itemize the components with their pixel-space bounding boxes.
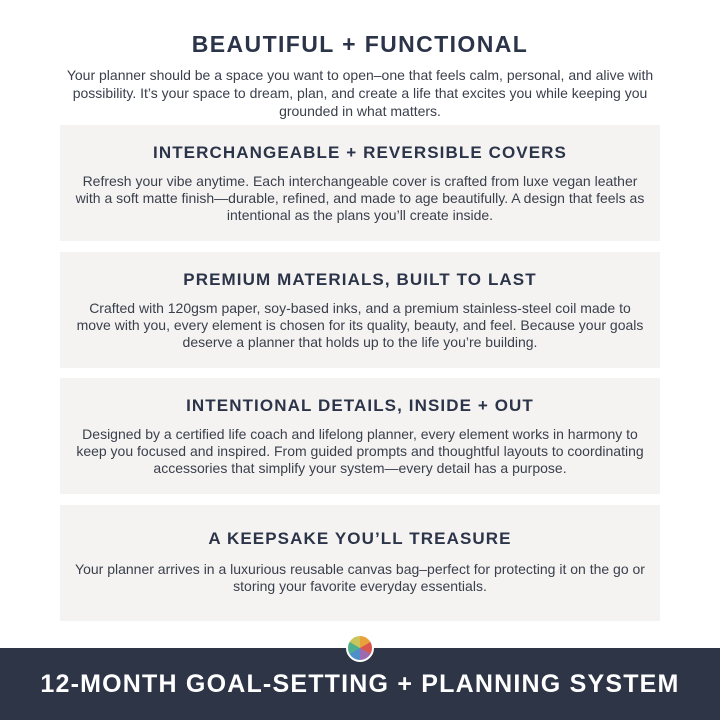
feature-title: A KEEPSAKE YOU’LL TREASURE: [208, 529, 512, 548]
feature-text: Designed by a certified life coach and lifelong planner, every element works in harmony to keep you focused and inspired. From guided prompts and thoughtful layouts to coordinating accessories that simplify your system—every detail has a purpose.: [76, 426, 644, 476]
intro-text: Your planner should be a space you want to open–one that feels calm, personal, and alive with possibility. It’s your space to dream, plan, and create a life that excites you while keeping you grounded in what matters.: [66, 67, 654, 119]
feature-card-covers: [60, 125, 660, 241]
feature-text: Your planner arrives in a luxurious reusable canvas bag–perfect for protecting it on the go or storing your favorite everyday essentials.: [75, 561, 645, 594]
feature-title: PREMIUM MATERIALS, BUILT TO LAST: [183, 270, 537, 289]
feature-title: INTENTIONAL DETAILS, INSIDE + OUT: [186, 396, 534, 415]
color-wheel-icon: [346, 634, 374, 662]
footer-text: 12-MONTH GOAL-SETTING + PLANNING SYSTEM: [40, 670, 680, 698]
feature-card-keepsake: [60, 505, 660, 621]
feature-text: Crafted with 120gsm paper, soy-based inks, and a premium stainless-steel coil made to move with you, every element is chosen for its quality, beauty, and feel. Because your goals deserve a planner that holds up to the life you’re building.: [76, 300, 644, 350]
feature-title: INTERCHANGEABLE + REVERSIBLE COVERS: [153, 143, 567, 162]
feature-text: Refresh your vibe anytime. Each interchangeable cover is crafted from luxe vegan leather with a soft matte finish—durable, refined, and made to age beautifully. A design that feels as intentional as the plans you’ll create inside.: [75, 173, 645, 223]
feature-card-materials: [60, 252, 660, 368]
page-title: BEAUTIFUL + FUNCTIONAL: [191, 31, 529, 57]
feature-card-details: [60, 378, 660, 494]
